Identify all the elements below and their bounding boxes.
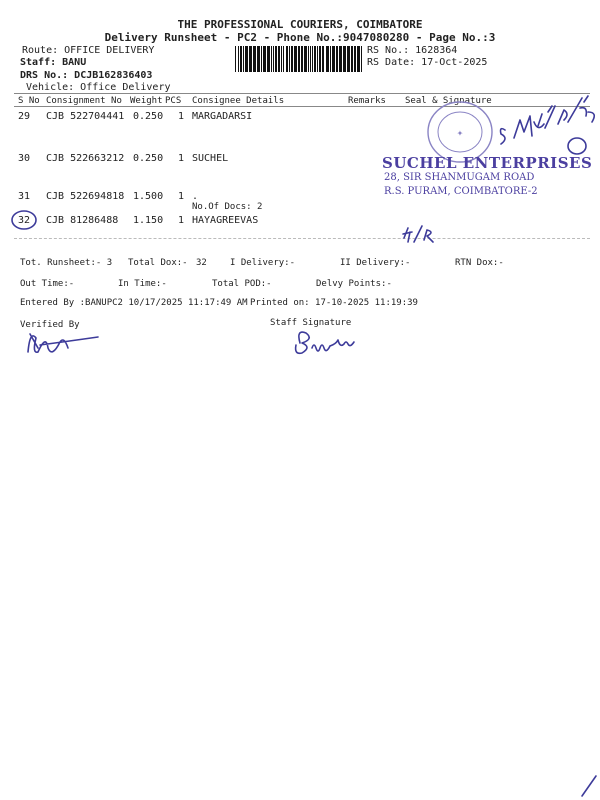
row-pcs: 1	[178, 215, 185, 226]
in-time: In Time:-	[118, 279, 167, 289]
row-pcs: 1	[178, 153, 185, 164]
drs-number: DRS No.: DCJB162836403	[20, 70, 153, 81]
stamp-address-line-1: 28, SIR SHANMUGAM ROAD	[384, 172, 535, 183]
stamp-company-name: SUCHEL ENTERPRISES	[382, 154, 593, 172]
col-sno: S No	[18, 96, 40, 106]
col-consignment: Consignment No	[46, 96, 122, 106]
row-weight: 1.500	[133, 191, 164, 202]
col-consignee: Consignee Details	[192, 96, 285, 106]
receiver-signature	[501, 116, 545, 144]
row-weight: 1.150	[133, 215, 164, 226]
row-weight: 0.250	[133, 153, 164, 164]
stamp-address-line-2: R.S. PURAM, COIMBATORE-2	[384, 186, 538, 197]
route: Route: OFFICE DELIVERY	[22, 45, 155, 56]
svg-text:✦: ✦	[456, 129, 464, 138]
row-consignee: SUCHEL	[192, 153, 229, 164]
row-sno: 30	[18, 153, 31, 164]
staff-signature	[296, 332, 354, 353]
circled-mark	[568, 138, 586, 154]
verified-by: Verified By	[20, 320, 80, 330]
row-note: No.Of Docs: 2	[192, 202, 263, 212]
staff-signature-label: Staff Signature	[270, 318, 352, 328]
ii-delivery: II Delivery:-	[340, 258, 411, 268]
row-consignee: MARGADARSI	[192, 111, 253, 122]
row-consignment: CJB 522663212	[46, 153, 125, 164]
entered-by: Entered By :BANUPC2 10/17/2025 11:17:49 AM	[20, 298, 248, 308]
runsheet-title: Delivery Runsheet - PC2 - Phone No.:9047080280 - Page No.:3	[104, 31, 496, 44]
col-pcs: PCS	[165, 96, 182, 106]
company-name: THE PROFESSIONAL COURIERS, COIMBATORE	[177, 18, 423, 31]
rs-date: RS Date: 17-Oct-2025	[367, 57, 488, 68]
row-sno: 31	[18, 191, 31, 202]
verified-by-signature	[28, 334, 98, 352]
row-pcs: 1	[178, 111, 185, 122]
rs-number: RS No.: 1628364	[367, 45, 458, 56]
col-seal: Seal & Signature	[405, 96, 492, 106]
tot-runsheet: Tot. Runsheet:- 3	[20, 258, 113, 268]
row-consignee: HAYAGREEVAS	[192, 215, 259, 226]
col-weight: Weight	[130, 96, 163, 106]
i-delivery: I Delivery:-	[230, 258, 296, 268]
staff: Staff: BANU	[20, 57, 87, 68]
row-pcs: 1	[178, 191, 185, 202]
row-weight: 0.250	[133, 111, 164, 122]
vehicle: Vehicle: Office Delivery	[26, 82, 171, 93]
row-consignment: CJB 522704441	[46, 111, 125, 122]
hr-mark	[403, 226, 433, 242]
row-consignee: .	[192, 191, 199, 202]
circled-row-mark	[12, 211, 36, 229]
printed-on: Printed on: 17-10-2025 11:19:39	[250, 298, 418, 308]
total-pod: Total POD:-	[212, 279, 272, 289]
corner-mark	[582, 776, 596, 796]
handwritten-date	[538, 96, 594, 128]
row-sno: 32	[18, 215, 31, 226]
row-consignment: CJB 81286488	[46, 215, 119, 226]
total-dox-label: Total Dox:-	[128, 258, 188, 268]
rtn-dox: RTN Dox:-	[455, 258, 504, 268]
out-time: Out Time:-	[20, 279, 75, 289]
total-dox-value: 32	[196, 258, 207, 268]
row-consignment: CJB 522694818	[46, 191, 125, 202]
col-remarks: Remarks	[348, 96, 386, 106]
delvy-points: Delvy Points:-	[316, 279, 392, 289]
row-sno: 29	[18, 111, 31, 122]
